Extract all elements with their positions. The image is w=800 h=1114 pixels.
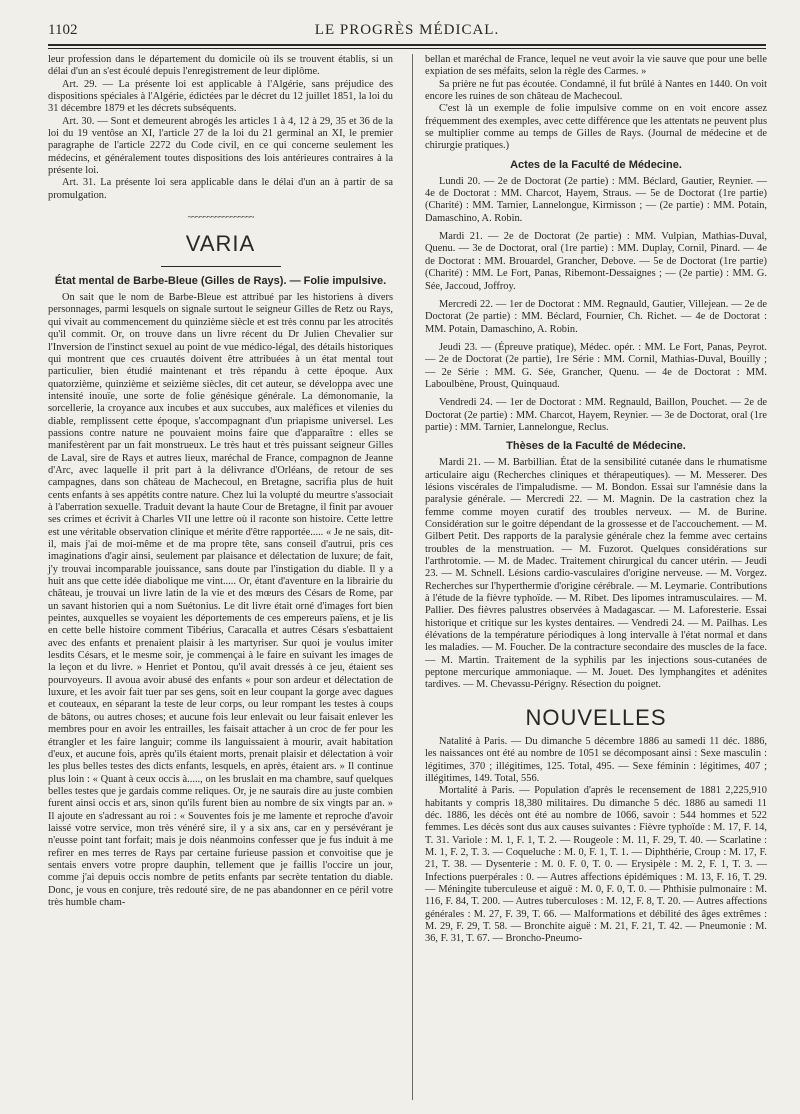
page-header [48,22,766,42]
article-29: Art. 29. — La présente loi est applicable à l'Algérie, sans préjudice des dispositions spéciales à l'Algérie, édictées par le décret du 12 juillet 1851, la loi du 31 décembre 1879 et les décrets subséquents. [48,78,393,115]
paragraph: leur profession dans le département du domicile où ils se trouvent établis, si un délai d'un an s'est écoulé depuis l'enregistrement de leur diplôme. [48,54,393,78]
article-body: On sait que le nom de Barbe-Bleue est attribué par les historiens à divers personnages, parmi lesquels on signale surtout le seigneur Gilles de Retz ou Rays, qui vivait au commencement du quinzième siècle et est très connu par les atrocités qu'il commit. Or, on trouve dans un livre récent du Dr Julien Chevalier sur l'Inversion de l'instinct sexuel au point de vue médico-légal, des détails historiques qui montrent que ces cruautés doivent être attribuées à un état mental tout particulier, bien étudié maintenant et très répandu à cette époque. Aux quatorzième, quinzième et seizième siècles, dit cet auteur, se développa avec une intensité inouïe, une sorte de folie génésique générale. La démonomanie, la sorcellerie, la croyance aux incubes et aux succubes, aux maléfices et vilenies du diable, remplissent cette époque, s'accompagnant d'un priapisme universel. Les passions contre nature ne pouvaient moins faire que d'apparaître : elles se manifestèrent par un fait monstrueux. Le très haut et très puissant seigneur Gilles de Laval, sire de Rays et autres lieux, maréchal de France, compagnon de Jeanne d'Arc, avec laquelle il prit part à la délivrance d'Orléans, de retour de ses campagnes, dans son château de Machecoul, en Bretagne, sacrifia plus de huit cents enfants à ses appétits contre nature. Chez lui la volupté du meurtre s'associait à l'aberration sexuelle. Traduit devant la haute Cour de Bretagne, il finit par avouer ses crimes et écrivit à Charles VII une lettre où il raconte son histoire. Cette lettre est une véritable observation clinique et mérite d'être rapportée..... « Je ne sais, dit-il, mais j'ai de moi-même et de ma propre tête, sans conseil d'autrui, pris ces imaginations d'agir ainsi, seulement par plaisance et délectation de luxure; de fait, j'y trouvai incomparable jouissance, sans doute par l'instigation du diable. Il y a huit ans que cette idée diabolique me vint..... Or, étant d'aventure en la librairie du château, je trouvai un livre latin de la vie et des mœurs des Césars de Rome, par un savant historien qui a nom Suétonius. Le dit livre était orné d'images fort bien peintes, auxquelles se voyaient les déportements de ces empereurs païens, et je lis en cette belle histoire comment Tibérius, Caracalla et autres Césars s'esbattaient avec des enfants et prenaient plaisir à les martyriser. Sur quoi je voulus imiter lesdits Césars, et le mesme soir, je commençai à le faire en suivant les images de la leçon et du livre. » Henriet et Pontou, qu'il avait dressés à ce jeu, étaient ses pourvoyeurs. Il avoua avoir abusé des enfants « pour son ardeur et délectation de luxure, et les avoir fait tuer par ses gens, soit en leur coupant la gorge avec dagues et couteaux, en séparant la teste de leur corps, ou leur rompant les testes à coups de bâtons, ou autres choses; et aucune fois leur enlevait ou leur faisait enlever les membres pour en avoir les entrailles, les faisait attacher à un croc de fer pour les étrangler et les faire languir; comme ils languissaient à mourir, avait habitation d'eux, et aucune fois, après qu'ils étaient morts, prenait plaisir et délectation à voir les plus belles testes des dicts enfants, lesquels, en après, étaient ars. » Il continue plus loin : « Quant à ceux occis à....., on les bruslait en ma chambre, sauf quelques belles testes que je gardais comme reliques. Or, je ne saurais dire au juste combien furent ainsi occis et ars, sinon qu'ils furent bien au nombre de six vingts par an. » Il ajoute en s'adressant au roi : « Souventes fois je me lamente et reproche d'avoir laissé votre service, mon très vénéré sire, il y a six ans, car en y persévérant je n'eusse point tant forfait; mais je dois néanmoins confesser que je fus induit à me refirer en mes terres de Rays par certaine furieuse passion et convoitise que je sentais envers votre propre dauphin, tellement que je faillis l'occire un jour, comme j'ai depuis occis nombre de petits enfants par secrète tentation du diable. Donc, je vous en conjure, très redouté sire, de ne pas abandonner en ce péril votre très humble cham- [48,292,393,908]
header-rule-thick [48,44,766,46]
article-30: Art. 30. — Sont et demeurent abrogés les articles 1 à 4, 12 à 29, 35 et 36 de la loi du 19 ventôse an XI, l'article 27 de la loi du 21 germinal an XI, le premier paragraphe de l'article 2272 du Code civil, en ce qui concerne seulement les médecins, et généralement toutes dispositions des lois antérieures contraires à la présente loi. [48,115,393,177]
column-divider [412,54,413,1100]
schedule-lundi: Lundi 20. — 2e de Doctorat (2e partie) : MM. Béclard, Gautier, Reynier. — 4e de Doctorat : MM. Charcot, Hayem, Straus. — 5e de Doctorat (1re partie) (Charité) : MM. Tarnier, Lannelongue, Kirmisson ; — (2e partie) : MM. Potain, Damaschino, A. Robin. [425,175,767,224]
article-title: État mental de Barbe-Bleue (Gilles de Rays). — Folie impulsive. [54,275,387,288]
schedule-mardi: Mardi 21. — 2e de Doctorat (2e partie) : MM. Vulpian, Mathias-Duval, Quenu. — 3e de Doctorat, oral (1re partie) : MM. Duplay, Cornil, Pinard. — 4e de Doctorat : MM. Brouardel, Grancher, Debove. — 5e de Doctorat (1re partie) (Charité) : MM. Le Fort, Panas, Ribemont-Dessaignes ; — (2e partie) : MM. G. Sée, Jaccoud, Joffroy. [425,231,767,292]
theses-list: Mardi 21. — M. Barbillian. État de la sensibilité cutanée dans le rhumatisme articulaire aigu (Recherches cliniques et thérapeutiques). — M. Messerer. Des lésions viscérales de l'impaludisme. — M. Bondon. Essai sur l'amnésie dans la paralysie générale. — Mercredi 22. — M. Magnin. De la castration chez la femme comme moyen curatif des troubles nerveux. — M. de Burine. Considération sur le goitre dépendant de la grossesse et de l'accouchement. — M. Gilbert Petit. Des rapports de la paralysie générale chez la femme avec certains troubles de la menstruation. — M. Fuzorot. Quelques considérations sur l'arthrotomie. — M. de Madec. Traitement chirurgical du cancer utérin. — Jeudi 23. — M. Schnell. Lésions cardio-vasculaires d'origine nerveuse. — M. Vorgez. Recherches sur l'hyperthermie d'origine cérébrale. — M. Leymarie. Contributions à l'étude de la fièvre typhoïde. — M. Ribet. Des lipomes intramusculaires. — M. Pallier. Des fièvres palustres observées à Madagascar. — M. Laforesterie. Essai historique et critique sur les kystes dentaires. — Vendredi 24. — M. Pailhas. Les élévations de la température périodiques à long intervalle à l'état normal et dans les maladies. — M. Foucher. De la contracture secondaire des muscles de la face. — M. Martin. Traitement de la syphilis par les injections sous-cutanées de peptone mercurique ammoniaque. — M. Jouet. Des lymphangites et adénites tardives. — M. Chevassu-Périgny. Résection du poignet. [425,457,767,691]
section-heading-varia: VARIA [185,231,256,257]
section-heading-nouvelles: NOUVELLES [525,704,667,730]
paragraph: Sa prière ne fut pas écoutée. Condamné, il fut brûlé à Nantes en 1440. On voit encore les ruines de son château de Machecoul. [425,78,767,103]
schedule-jeudi: Jeudi 23. — (Épreuve pratique), Médec. opér. : MM. Le Fort, Panas, Peyrot. — 2e de Doctorat (2e partie), 1re Série : MM. Cornil, Mathias-Duval, Bouilly ; — 2e Série : MM. G. Sée, Grancher, Quenu. — 4e de Doctorat : MM. Laboulbène, Proust, Quinquaud. [425,341,767,390]
left-column [48,54,393,909]
heading-underline [161,262,281,267]
journal-title: LE PROGRÈS MÉDICAL. [314,22,500,38]
paragraph: C'est là un exemple de folie impulsive comme on en voit encore assez fréquemment des exemples, avec cette différence que les attentats ne peuvent plus se multiplier comme au temps de Gilles de Rays. (Journal de médecine et de chirurgie pratiques.) [425,103,767,152]
header-rule-thin [48,48,766,49]
news-natalite: Natalité à Paris. — Du dimanche 5 décembre 1886 au samedi 11 déc. 1886, les naissances ont été au nombre de 1051 se décomposant ainsi : Sexe masculin : légitimes, 370 ; illégitimes, 125. Total, 495. — Sexe féminin : légitimes, 407 ; illégitimes, 149. Total, 556. [425,735,767,784]
page-number: 1102 [48,22,78,38]
schedule-vendredi: Vendredi 24. — 1er de Doctorat : MM. Regnauld, Baillon, Pouchet. — 2e de Doctorat (2e partie) : MM. Charcot, Hayem, Reynier. — 3e de Doctorat, oral (1re partie) : MM. Tarnier, Lannelongue, Reclus. [425,397,767,433]
news-mortalite: Mortalité à Paris. — Population d'après le recensement de 1881 2,225,910 habitants y compris 18,380 militaires. Du dimanche 5 déc. 1886 au samedi 11 déc. 1886, les décès ont été au nombre de 1066, savoir : 544 hommes et 522 femmes. Les décès sont dus aux causes suivantes : Fièvre typhoïde : M. 17, F. 14, T. 31. Variole : M. 1, F. 1, T. 2. — Rougeole : M. 11, F. 29, T. 40. — Scarlatine : M. 1, F. 2, T. 3. — Coqueluche : M. 0, F. 1, T. 1. — Diphthérie, Croup : M. 17, F. 21, T. 38. — Dysenterie : M. 0. F. 0, T. 0. — Erysipèle : M. 2, F. 1, T. 3. — Infections puerpérales : 0. — Autres affections épidémiques : M. 13, F. 16, T. 29. — Méningite tuberculeuse et aiguë : M. 0, F. 0, T. 0. — Phthisie pulmonaire : M. 116, F. 84, T. 200. — Autres tuberculoses : M. 12, F. 8, T. 20. — Autres affections générales : M. 27, F. 39, T. 66. — Malformations et débilité des âges extrêmes : M. 29, F. 29, T. 58. — Bronchite aiguë : M. 21, F. 21, T. 42. — Pneumonie : M. 36, F. 31, T. 67. — Broncho-Pneumo- [425,785,767,945]
right-column [425,54,767,946]
section-heading-actes: Actes de la Faculté de Médecine. [510,158,682,171]
article-31: Art. 31. La présente loi sera applicable dans le délai d'un an à partir de sa promulgation. [48,177,393,201]
article-body-continued: bellan et maréchal de France, lequel ne veut avoir la vie sauve que pour une belle expiation de ses méfaits, selon la règle des Carmes. » [425,54,767,78]
section-heading-theses: Thèses de la Faculté de Médecine. [506,440,686,453]
schedule-mercredi: Mercredi 22. — 1er de Doctorat : MM. Regnauld, Gautier, Villejean. — 2e de Doctorat (2e partie) : MM. Béclard, Fournier, Ch. Richet. — 4e de Doctorat : MM. Potain, Damaschino, A. Robin. [425,298,767,335]
ornament-divider: ~~~~~~~~~~~~~~~~~ [187,212,254,223]
